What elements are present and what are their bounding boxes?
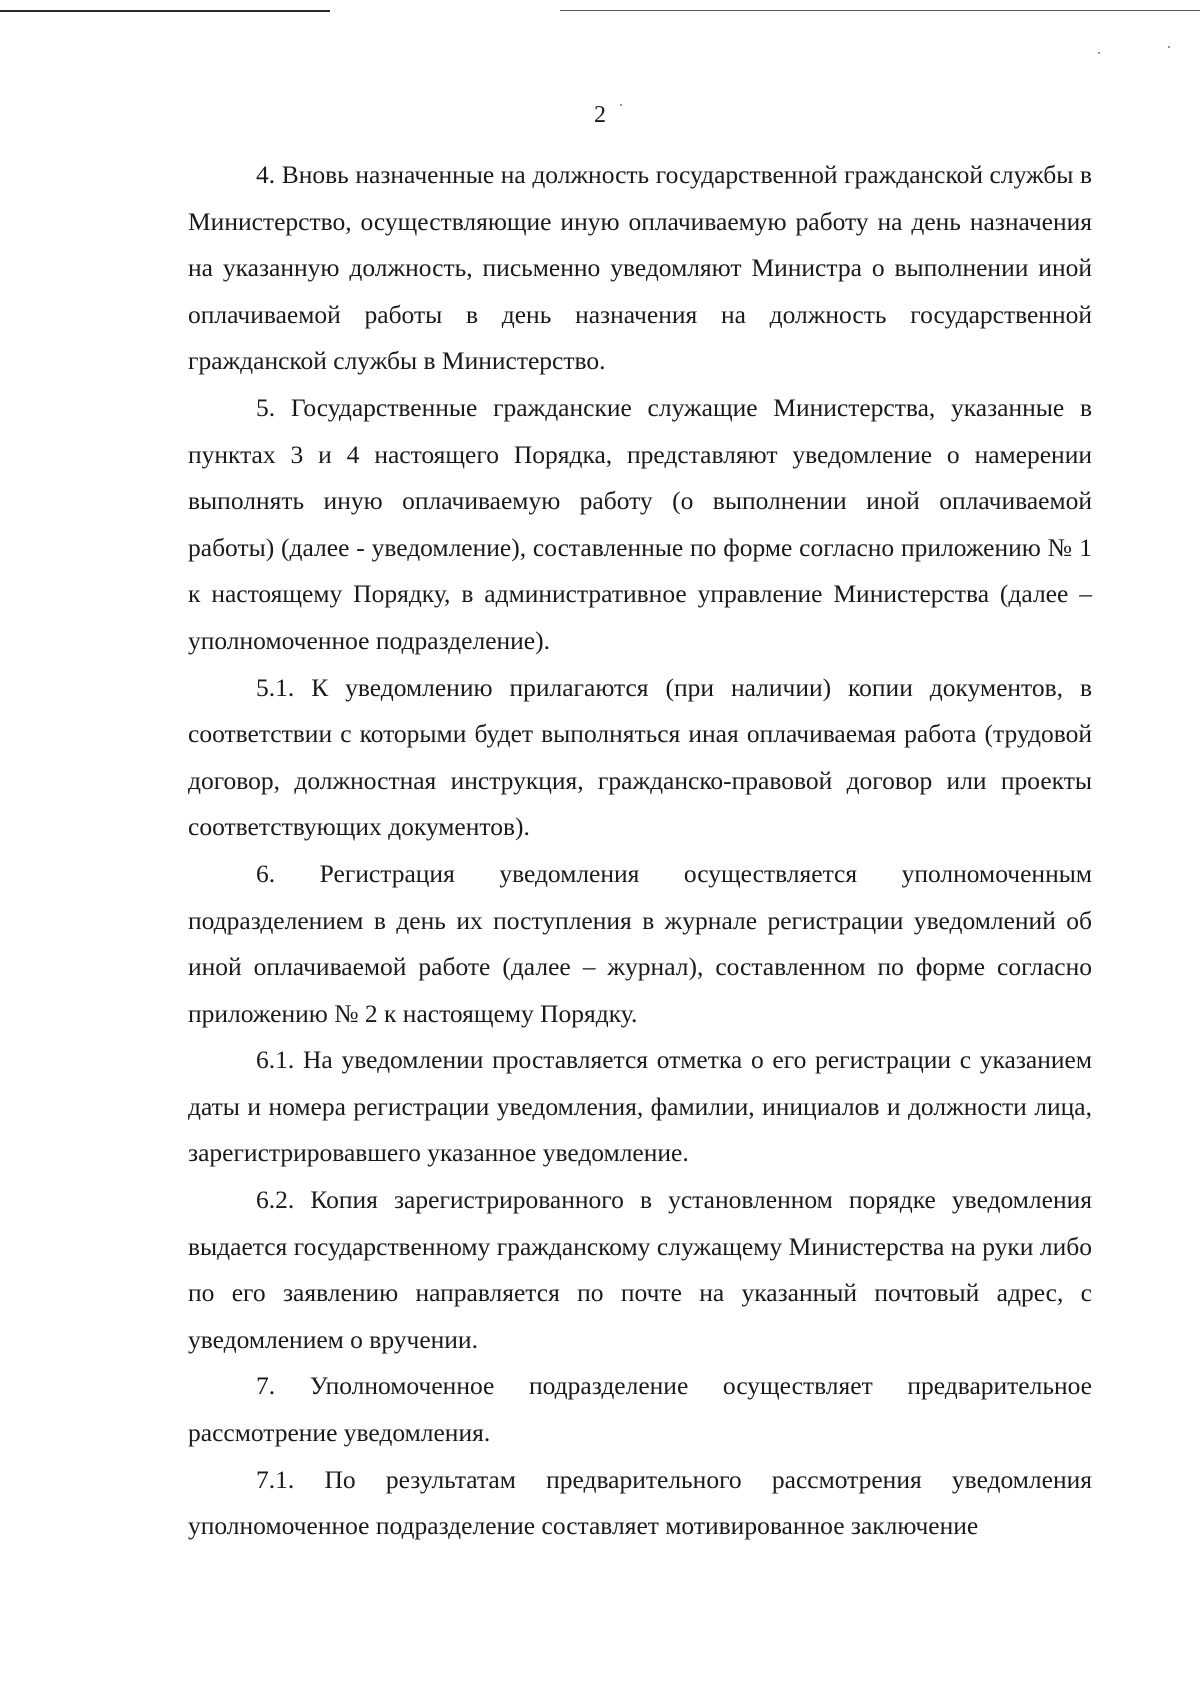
paragraph-5-1: 5.1. К уведомлению прилагаются (при наличии) копии документов, в соответствии с которыми будет выполняться иная оплачиваемая работа (трудовой договор, должностная инструкция, гражданско-правовой договор или проекты соответствующих документов). <box>188 672 1092 842</box>
scan-edge-line <box>560 10 1200 11</box>
paragraph-7: 7. Уполномоченное подразделение осуществляет предварительное рассмотрение уведомления. <box>188 1371 1092 1448</box>
paragraph-4: 4. Вновь назначенные на должность государственной гражданской службы в Министерство, осуществляющие иную оплачиваемую работу на день назначения на указанную должность, письменно уведомляют Министра о выполнении иной оплачиваемой работы в день назначения на должность государственной гражданской службы в Министерство. <box>188 160 1092 376</box>
paragraph-7-1: 7.1. По результатам предварительного рассмотрения уведомления уполномоченное подразделение составляет мотивированное заключение <box>188 1464 1092 1541</box>
paragraph-6-2: 6.2. Копия зарегистрированного в установленном порядке уведомления выдается государственному гражданскому служащему Министерства на руки либо по его заявлению направляется по почте на указанный почтовый адрес, с уведомлением о вручении. <box>188 1185 1092 1354</box>
document-body <box>188 152 1092 1550</box>
paragraph-5: 5. Государственные гражданские служащие Министерства, указанные в пунктах 3 и 4 настоящего Порядка, представляют уведомление о намерении выполнять иную оплачиваемую работу (о выполнении иной оплачиваемой работы) (далее - уведомление), составленные по форме согласно приложению № 1 к настоящему Порядку, в административное управление Министерства (далее – уполномоченное подразделение). <box>188 392 1092 655</box>
page-number: 2 <box>594 102 606 128</box>
scan-speck <box>1098 52 1100 54</box>
paragraph-6: 6. Регистрация уведомления осуществляется уполномоченным подразделением в день их поступления в журнале регистрации уведомлений об иной оплачиваемой работе (далее – журнал), составленном по форме согласно приложению № 2 к настоящему Порядку. <box>188 858 1092 1028</box>
paragraph-6-1: 6.1. На уведомлении проставляется отметка о его регистрации с указанием даты и номера регистрации уведомления, фамилии, инициалов и должности лица, зарегистрировавшего указанное уведомление. <box>188 1045 1092 1168</box>
scan-edge-line <box>0 10 330 12</box>
scan-speck <box>1168 46 1170 48</box>
